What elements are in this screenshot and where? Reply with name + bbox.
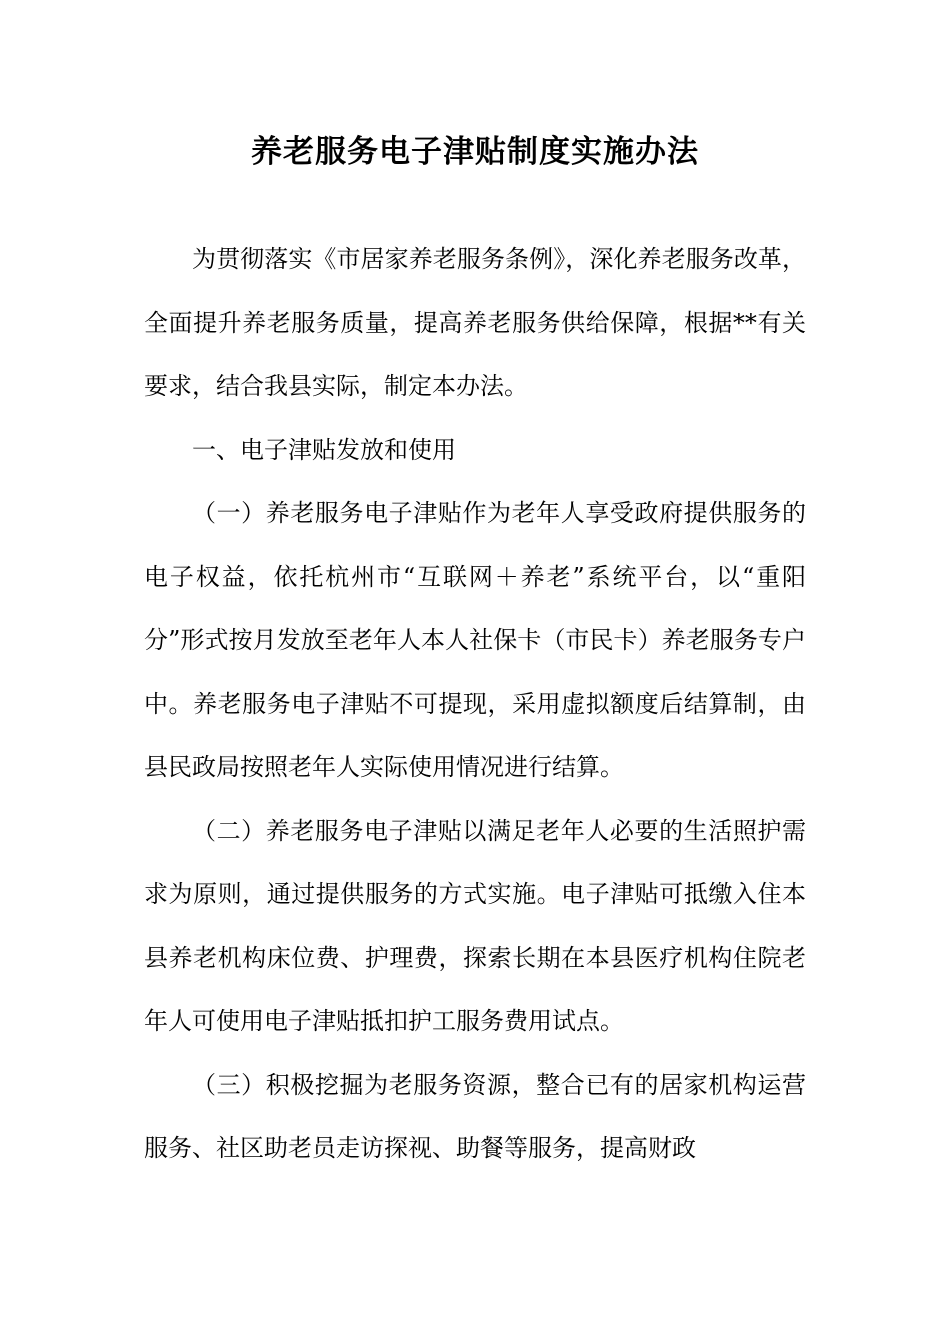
section-heading-1: 一、电子津贴发放和使用	[192, 435, 456, 464]
paragraph-item-1: （一）养老服务电子津贴作为老年人享受政府提供服务的电子权益，依托杭州市“互联网＋养老”系统平台，以“重阳分”形式按月发放至老年人本人社保卡（市民卡）养老服务专户中。养老服务电子津贴不可提现，采用虚拟额度后结算制，由县民政局按照老年人实际使用情况进行结算。	[144, 499, 806, 781]
document-body	[144, 228, 806, 1181]
document-title: 养老服务电子津贴制度实施办法	[251, 134, 699, 170]
paragraph-item-3: （三）积极挖掘为老服务资源，整合已有的居家机构运营服务、社区助老员走访探视、助餐等服务，提高财政	[144, 1070, 806, 1162]
paragraph-item-2: （二）养老服务电子津贴以满足老年人必要的生活照护需求为原则，通过提供服务的方式实施。电子津贴可抵缴入住本县养老机构床位费、护理费，探索长期在本县医疗机构住院老年人可使用电子津贴抵扣护工服务费用试点。	[144, 816, 806, 1035]
paragraph-intro: 为贯彻落实《市居家养老服务条例》，深化养老服务改革，全面提升养老服务质量，提高养老服务供给保障，根据**有关要求，结合我县实际，制定本办法。	[144, 245, 806, 400]
